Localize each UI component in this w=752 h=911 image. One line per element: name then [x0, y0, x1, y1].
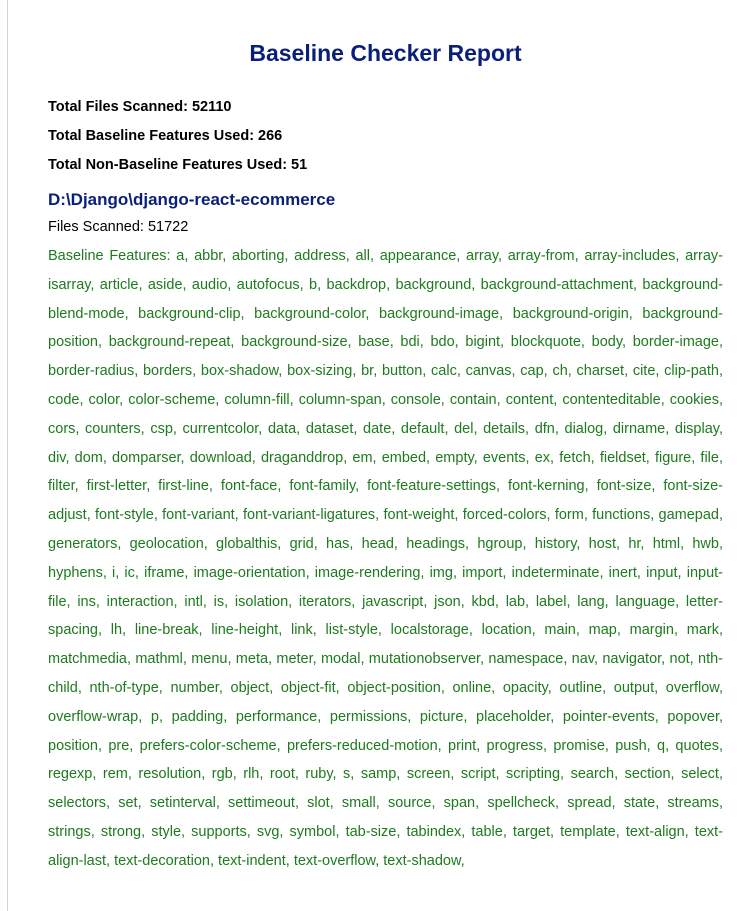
- page-left-border: [7, 0, 8, 911]
- report-title: Baseline Checker Report: [249, 40, 522, 66]
- project-files-scanned: Files Scanned: 51722: [48, 219, 189, 235]
- total-baseline-features: Total Baseline Features Used: 266: [48, 128, 283, 144]
- summary-totals: [48, 93, 723, 180]
- baseline-features-list: Baseline Features: a, abbr, aborting, address, all, appearance, array, array-from, array-includes, array-isarray, article, aside, audio, autofocus, b, backdrop, background, background-attachment, background-blend-mode, background-clip, background-color, background-image, background-origin, background-position, background-repeat, background-size, base, bdi, bdo, bigint, blockquote, body, border-image, border-radius, borders, box-shadow, box-sizing, br, button, calc, canvas, cap, ch, charset, cite, clip-path, code, color, color-scheme, column-fill, column-span, console, contain, content, contenteditable, cookies, cors, counters, csp, currentcolor, data, dataset, date, default, del, details, dfn, dialog, dirname, display, div, dom, domparser, download, draganddrop, em, embed, empty, events, ex, fetch, fieldset, figure, file, filter, first-letter, first-line, font-face, font-family, font-feature-settings, font-kerning, font-size, font-size-adjust, font-style, font-variant, font-variant-ligatures, font-weight, forced-colors, form, functions, gamepad, generators, geolocation, globalthis, grid, has, head, headings, hgroup, history, host, hr, html, hwb, hyphens, i, ic, iframe, image-orientation, image-rendering, img, import, indeterminate, inert, input, input-file, ins, interaction, intl, is, isolation, iterators, javascript, json, kbd, lab, label, lang, language, letter-spacing, lh, line-break, line-height, link, list-style, localstorage, location, main, map, margin, mark, matchmedia, mathml, menu, meta, meter, modal, mutationobserver, namespace, nav, navigator, not, nth-child, nth-of-type, number, object, object-fit, object-position, online, opacity, outline, output, overflow, overflow-wrap, p, padding, performance, permissions, picture, placeholder, pointer-events, popover, position, pre, prefers-color-scheme, prefers-reduced-motion, print, progress, promise, push, q, quotes, regexp, rem, resolution, rgb, rlh, root, ruby, s, samp, screen, script, scripting, search, section, select, selectors, set, setinterval, settimeout, slot, small, source, span, spellcheck, spread, state, streams, strings, strong, style, supports, svg, symbol, tab-size, tabindex, table, target, template, text-align, text-align-last, text-decoration, text-indent, text-overflow, text-shadow,: [48, 248, 723, 869]
- total-files-scanned: Total Files Scanned: 52110: [48, 99, 232, 115]
- report-container: [48, 0, 723, 876]
- project-path-heading: D:\Django\django-react-ecommerce: [48, 190, 336, 209]
- total-non-baseline-features: Total Non-Baseline Features Used: 51: [48, 157, 308, 173]
